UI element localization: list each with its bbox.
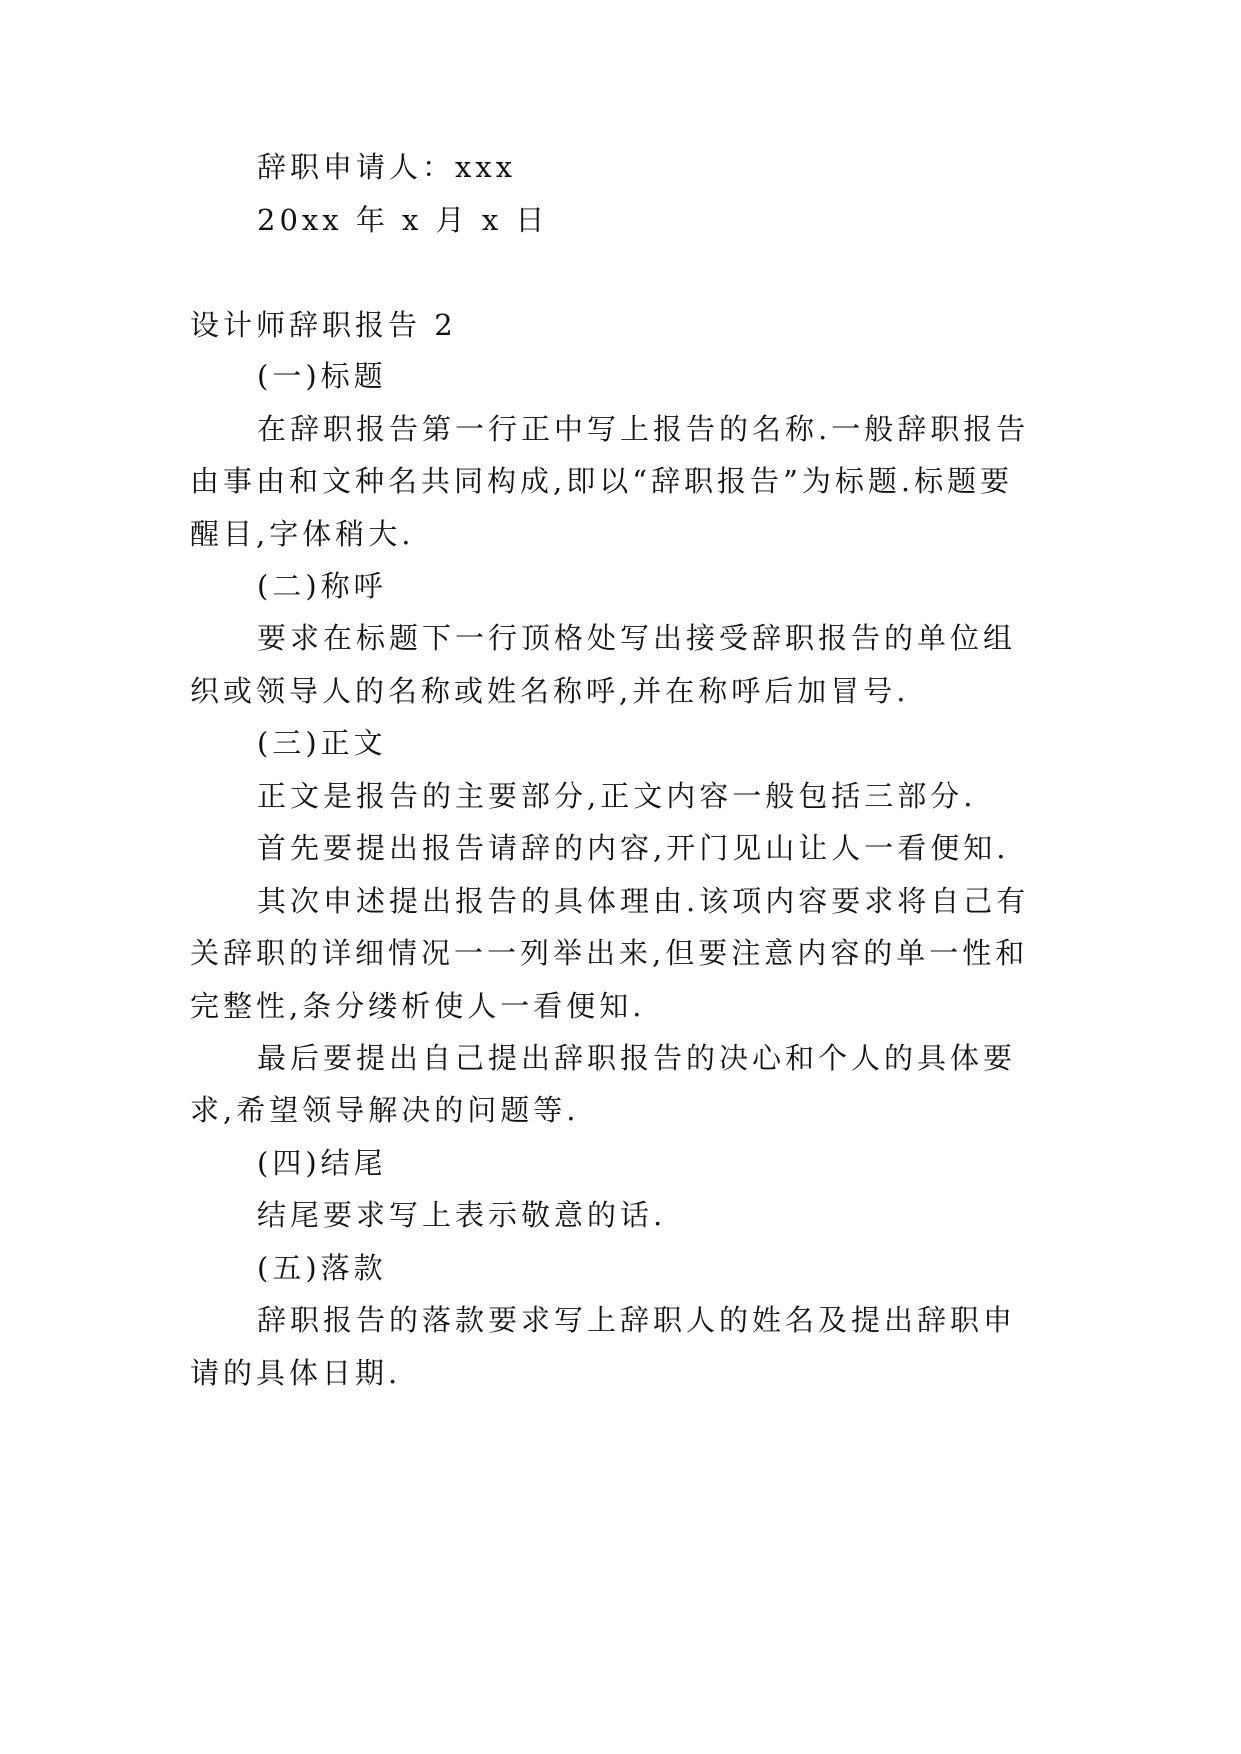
paragraph-line: 结尾要求写上表示敬意的话. xyxy=(257,1198,667,1232)
paragraph-line: 织或领导人的名称或姓名称呼,并在称呼后加冒号. xyxy=(190,674,910,708)
paragraph-line: 求,希望领导解决的问题等. xyxy=(190,1093,580,1127)
paragraph-line: 辞职报告的落款要求写上辞职人的姓名及提出辞职申 xyxy=(257,1303,1017,1337)
paragraph-line: 要求在标题下一行顶格处写出接受辞职报告的单位组 xyxy=(257,621,1017,655)
paragraph-line: 首先要提出报告请辞的内容,开门见山让人一看便知. xyxy=(257,831,1010,865)
heading-ending: (四)结尾 xyxy=(257,1146,387,1180)
paragraph-line: 关辞职的详细情况一一列举出来,但要注意内容的单一性和 xyxy=(190,936,1029,970)
signature-date: 20xx 年 x 月 x 日 xyxy=(257,203,549,237)
section-title: 设计师辞职报告 2 xyxy=(190,308,457,342)
paragraph-line: 最后要提出自己提出辞职报告的决心和个人的具体要 xyxy=(257,1041,1017,1075)
paragraph-line: 其次申述提出报告的具体理由.该项内容要求将自己有 xyxy=(257,884,1030,918)
applicant-signature: 辞职申请人：xxx xyxy=(257,150,517,184)
paragraph-line: 由事由和文种名共同构成,即以“辞职报告”为标题.标题要 xyxy=(190,464,1014,498)
paragraph-line: 在辞职报告第一行正中写上报告的名称.一般辞职报告 xyxy=(257,412,1030,446)
paragraph-line: 正文是报告的主要部分,正文内容一般包括三部分. xyxy=(257,779,977,813)
paragraph-line: 请的具体日期. xyxy=(190,1356,402,1390)
paragraph-line: 醒目,字体稍大. xyxy=(190,517,415,551)
heading-title: (一)标题 xyxy=(257,359,387,393)
paragraph-line: 完整性,条分缕析使人一看便知. xyxy=(190,989,646,1023)
heading-signature: (五)落款 xyxy=(257,1251,387,1285)
heading-main-text: (三)正文 xyxy=(257,726,387,760)
heading-salutation: (二)称呼 xyxy=(257,569,387,603)
